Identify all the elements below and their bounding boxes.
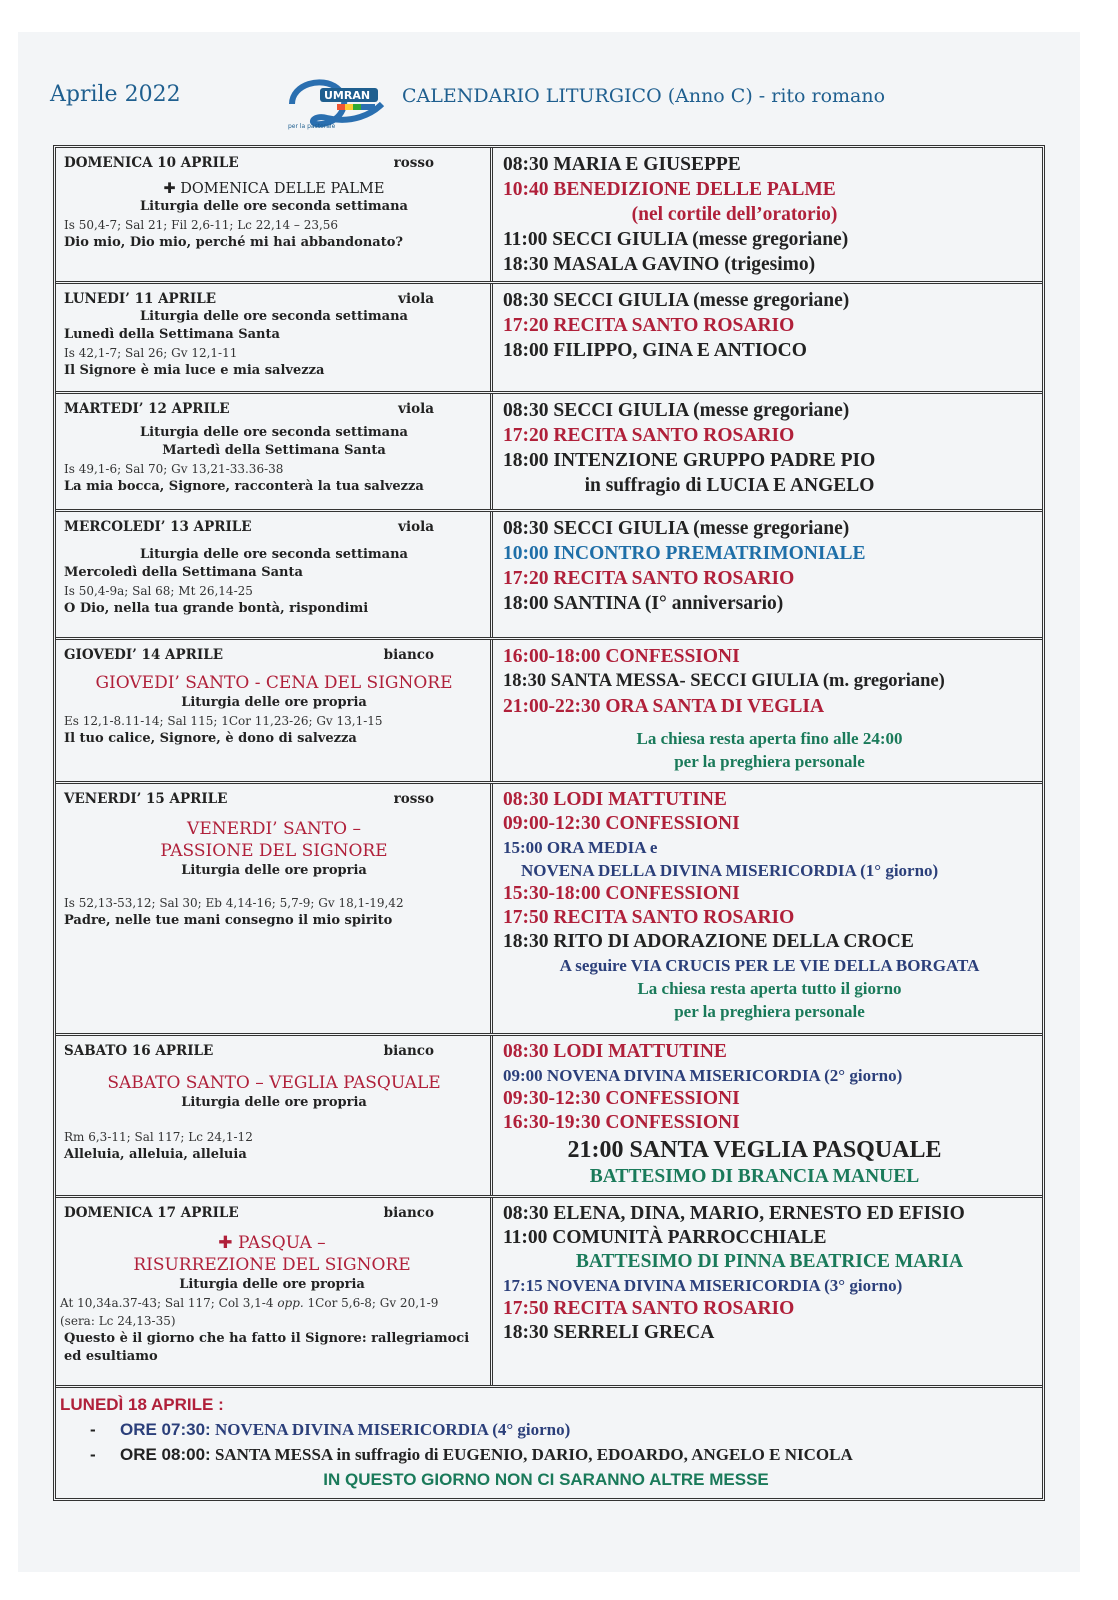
events-cell: [493, 640, 1042, 781]
events-cell: [493, 512, 1042, 637]
event: 17:50 RECITA SANTO ROSARIO: [503, 907, 795, 928]
feast-name-line1: VENERDI’ SANTO –: [187, 819, 361, 839]
day-label: MARTEDI’ 12 APRILE: [64, 401, 230, 417]
event-note: A seguire VIA CRUCIS PER LE VIE DELLA BORGATA: [559, 956, 980, 975]
event: 15:00 ORA MEDIA e: [503, 838, 658, 857]
event: 09:00-12:30 CONFESSIONI: [503, 813, 740, 834]
event: 08:30 SECCI GIULIA (messe gregoriane): [503, 400, 850, 421]
event: 17:20 RECITA SANTO ROSARIO: [503, 568, 795, 589]
feast-name: GIOVEDI’ SANTO - CENA DEL SIGNORE: [95, 673, 453, 693]
event-note: per la preghiera personale: [674, 752, 865, 771]
psalm: Dio mio, Dio mio, perché mi hai abbandonato?: [64, 235, 403, 250]
day-subtitle: Lunedì della Settimana Santa: [64, 327, 280, 342]
final-row: [56, 1388, 1042, 1498]
event: 18:30 RITO DI ADORAZIONE DELLA CROCE: [503, 931, 914, 952]
event: 16:30-19:30 CONFESSIONI: [503, 1112, 740, 1133]
day-row: [56, 284, 1042, 394]
liturgical-color: viola: [398, 401, 434, 417]
liturgy-week: Liturgia delle ore seconda settimana: [140, 309, 408, 324]
liturgical-color: rosso: [393, 791, 434, 807]
day-label: GIOVEDI’ 14 APRILE: [64, 647, 223, 663]
qumran-logo: [282, 74, 392, 136]
event: 17:15 NOVENA DIVINA MISERICORDIA (3° giorno): [503, 1276, 903, 1295]
liturgical-color: viola: [398, 519, 434, 535]
event: 08:30 ELENA, DINA, MARIO, ERNESTO ED EFISIO: [503, 1203, 965, 1224]
feast-name: SABATO SANTO – VEGLIA PASQUALE: [107, 1073, 441, 1093]
event: 08:30 SECCI GIULIA (messe gregoriane): [503, 290, 850, 311]
event-note: BATTESIMO DI PINNA BEATRICE MARIA: [575, 1251, 964, 1272]
liturgy-cell: [56, 640, 493, 781]
event-note: per la preghiera personale: [674, 1002, 865, 1021]
cross-icon: ✚: [163, 181, 176, 197]
event: 15:30-18:00 CONFESSIONI: [503, 883, 740, 904]
final-item: - ORE 07:30: NOVENA DIVINA MISERICORDIA (4° giorno): [90, 1420, 571, 1439]
event-note: La chiesa resta aperta fino alle 24:00: [636, 729, 903, 748]
events-cell: [493, 1036, 1042, 1195]
event: 17:50 RECITA SANTO ROSARIO: [503, 1298, 795, 1319]
document-title: CALENDARIO LITURGICO (Anno C) - rito romano: [402, 85, 886, 107]
event: 08:30 SECCI GIULIA (messe gregoriane): [503, 518, 850, 539]
day-row: [56, 512, 1042, 640]
psalm: Il tuo calice, Signore, è dono di salvezza: [64, 731, 357, 746]
month-title: Aprile 2022: [50, 82, 181, 107]
psalm: Il Signore è mia luce e mia salvezza: [64, 363, 325, 378]
feast-name-line1: PASQUA –: [237, 1233, 326, 1253]
day-label: MERCOLEDI’ 13 APRILE: [64, 519, 252, 535]
events-cell: [493, 284, 1042, 391]
liturgy-cell: [56, 148, 493, 281]
psalm: O Dio, nella tua grande bontà, rispondimi: [64, 601, 369, 616]
day-label: DOMENICA 10 APRILE: [64, 155, 239, 171]
day-row: [56, 394, 1042, 512]
feast-name-line2: RISURREZIONE DEL SIGNORE: [133, 1255, 411, 1275]
readings: Es 12,1-8.11-14; Sal 115; 1Cor 11,23-26; Gv 13,1-15: [64, 714, 383, 728]
event: 09:00 NOVENA DIVINA MISERICORDIA (2° giorno): [503, 1066, 903, 1085]
day-label: SABATO 16 APRILE: [64, 1043, 214, 1059]
final-note: IN QUESTO GIORNO NON CI SARANNO ALTRE MESSE: [323, 1470, 769, 1489]
event-note: La chiesa resta aperta tutto il giorno: [637, 979, 902, 998]
events-cell: [493, 394, 1042, 509]
readings-evening: (sera: Lc 24,13-35): [60, 1314, 176, 1328]
event-note: in suffragio di LUCIA E ANGELO: [584, 475, 875, 496]
events-cell: [493, 1198, 1042, 1385]
liturgy-week: Liturgia delle ore propria: [181, 1095, 367, 1110]
liturgy-week: Liturgia delle ore propria: [181, 863, 367, 878]
readings: Is 49,1-6; Sal 70; Gv 13,21-33.36-38: [64, 462, 284, 476]
liturgical-color: viola: [398, 291, 434, 307]
event: 08:30 LODI MATTUTINE: [503, 789, 727, 810]
day-label: DOMENICA 17 APRILE: [64, 1205, 239, 1221]
event-note: (nel cortile dell’oratorio): [631, 204, 838, 225]
event-note: BATTESIMO DI BRANCIA MANUEL: [589, 1166, 920, 1187]
event-note: NOVENA DELLA DIVINA MISERICORDIA (1° giorno): [521, 861, 939, 880]
event: 18:30 MASALA GAVINO (trigesimo): [503, 254, 816, 275]
liturgy-week: Liturgia delle ore seconda settimana: [140, 199, 408, 214]
liturgy-cell: [56, 1036, 493, 1195]
final-title: LUNEDÌ 18 APRILE :: [60, 1395, 224, 1414]
event: 18:30 SERRELI GRECA: [503, 1322, 715, 1343]
events-cell: [493, 784, 1042, 1033]
event: 17:20 RECITA SANTO ROSARIO: [503, 425, 795, 446]
calendar-table: [53, 145, 1045, 1501]
event: 11:00 COMUNITÀ PARROCCHIALE: [503, 1227, 827, 1248]
day-row: [56, 1036, 1042, 1198]
event: 08:30 LODI MATTUTINE: [503, 1041, 727, 1062]
readings: Rm 6,3-11; Sal 117; Lc 24,1-12: [64, 1130, 253, 1144]
event: 18:00 INTENZIONE GRUPPO PADRE PIO: [503, 450, 876, 471]
liturgy-cell: [56, 512, 493, 637]
final-item: - ORE 08:00: SANTA MESSA in suffragio di EUGENIO, DARIO, EDOARDO, ANGELO E NICOLA: [90, 1445, 853, 1464]
liturgy-week: Liturgia delle ore seconda settimana: [140, 425, 408, 440]
day-row: [56, 1198, 1042, 1388]
cross-icon: ✚: [218, 1233, 233, 1253]
event: 10:00 INCONTRO PREMATRIMONIALE: [503, 543, 866, 564]
event: 09:30-12:30 CONFESSIONI: [503, 1088, 740, 1109]
event: 21:00 SANTA VEGLIA PASQUALE: [567, 1137, 942, 1163]
logo-text: UMRAN: [324, 89, 371, 102]
day-row: [56, 148, 1042, 284]
liturgy-cell: [56, 394, 493, 509]
liturgy-cell: [56, 784, 493, 1033]
monday-18-section: [56, 1388, 1042, 1498]
event: 21:00-22:30 ORA SANTA DI VEGLIA: [503, 696, 825, 717]
event: 11:00 SECCI GIULIA (messe gregoriane): [503, 229, 849, 250]
feast-name-line2: PASSIONE DEL SIGNORE: [160, 841, 388, 861]
liturgical-color: rosso: [393, 155, 434, 171]
event: 16:00-18:00 CONFESSIONI: [503, 646, 740, 667]
day-row: [56, 784, 1042, 1036]
event: 10:40 BENEDIZIONE DELLE PALME: [503, 179, 836, 200]
liturgy-cell: [56, 1198, 493, 1385]
readings: Is 42,1-7; Sal 26; Gv 12,1-11: [64, 346, 238, 360]
day-label: VENERDI’ 15 APRILE: [64, 791, 228, 807]
readings: Is 52,13-53,12; Sal 30; Eb 4,14-16; 5,7-9; Gv 18,1-19,42: [64, 896, 404, 910]
svg-text:per la pastorale: per la pastorale: [288, 123, 336, 130]
liturgy-week: Liturgia delle ore propria: [181, 695, 367, 710]
readings: Is 50,4-9a; Sal 68; Mt 26,14-25: [64, 584, 253, 598]
liturgy-cell: [56, 284, 493, 391]
event: 18:00 SANTINA (I° anniversario): [503, 593, 784, 614]
liturgy-week: Liturgia delle ore seconda settimana: [140, 547, 408, 562]
day-subtitle: Mercoledì della Settimana Santa: [64, 565, 303, 580]
liturgical-color: bianco: [383, 1205, 434, 1221]
psalm: Questo è il giorno che ha fatto il Signore: rallegriamoci ed esultiamo: [64, 1331, 470, 1364]
event: 17:20 RECITA SANTO ROSARIO: [503, 315, 795, 336]
event: 08:30 MARIA E GIUSEPPE: [503, 154, 741, 175]
readings: Is 50,4-7; Sal 21; Fil 2,6-11; Lc 22,14 – 23,56: [64, 218, 339, 232]
psalm: Alleluia, alleluia, alleluia: [64, 1147, 247, 1162]
event: 18:00 FILIPPO, GINA E ANTIOCO: [503, 340, 807, 361]
feast-name: DOMENICA DELLE PALME: [180, 181, 385, 197]
psalm: Padre, nelle tue mani consegno il mio spirito: [64, 913, 393, 928]
day-subtitle: Martedì della Settimana Santa: [162, 443, 386, 458]
liturgical-color: bianco: [383, 1043, 434, 1059]
day-label: LUNEDI’ 11 APRILE: [64, 291, 217, 307]
readings: At 10,34a.37-43; Sal 117; Col 3,1-4 opp. 1Cor 5,6-8; Gv 20,1-9: [60, 1296, 439, 1310]
day-row: [56, 640, 1042, 784]
psalm: La mia bocca, Signore, racconterà la tua salvezza: [64, 479, 424, 494]
liturgy-week: Liturgia delle ore propria: [179, 1277, 365, 1292]
liturgical-color: bianco: [383, 647, 434, 663]
events-cell: [493, 148, 1042, 281]
event: 18:30 SANTA MESSA- SECCI GIULIA (m. gregoriane): [503, 671, 945, 691]
